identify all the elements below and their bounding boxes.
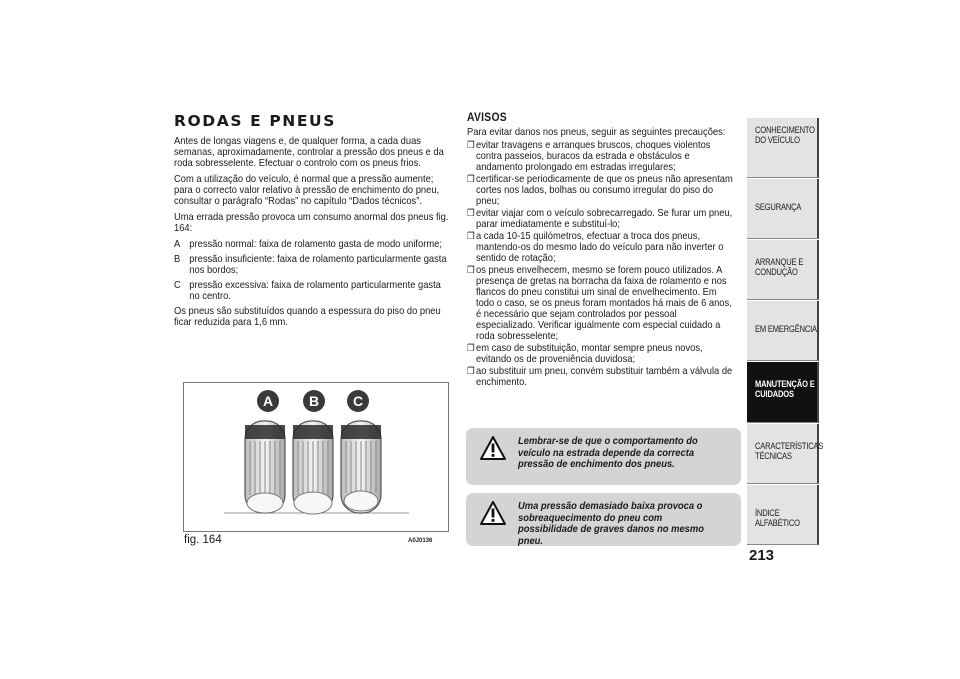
list-item-text: evitar travagens e arranques bruscos, choques violentos contra passeios, buracos da estrada e obstáculos e andamento prolongado em estradas irregulares; <box>476 140 711 173</box>
warning-text: Lembrar-se de que o comportamento do veículo na estrada depende da correcta pressão de enchimento dos pneus. <box>518 436 698 470</box>
list-item <box>174 254 449 276</box>
list-item-text: em caso de substituição, montar sempre pneus novos, evitando os de proveniência duvidosa; <box>476 343 703 365</box>
tab-label: SEGURANÇA <box>755 202 802 212</box>
tyre-c <box>341 390 381 513</box>
tab-label: CARACTERÍSTICAS TÉCNICAS <box>755 441 824 461</box>
list-item-text: evitar viajar com o veículo sobrecarregado. Se furar um pneu, parar imediatamente e substituí-lo; <box>476 208 733 230</box>
tab-arranque-e-conducao[interactable] <box>747 240 819 300</box>
checkbox-icon: ❒ <box>467 343 475 354</box>
paragraph-intro: Antes de longas viagens e, de qualquer forma, a cada duas semanas, aproximadamente, controlar a pressão dos pneus e da roda sobresselente. Efectuar o controlo com os pneus frios. <box>174 136 444 169</box>
tab-caracteristicas-tecnicas[interactable] <box>747 424 824 484</box>
tyre-a <box>245 390 285 513</box>
list-item <box>467 366 737 388</box>
list-item-key: B <box>174 254 181 265</box>
tab-seguranca[interactable] <box>747 179 819 239</box>
badge-b-label: B <box>308 393 320 409</box>
list-item-text: pressão normal: faixa de rolamento gasta de modo uniforme; <box>189 239 442 250</box>
avisos-body <box>467 127 737 388</box>
tab-label: EM EMERGÊNCIA <box>755 324 817 334</box>
warning-box <box>466 493 741 546</box>
warning-triangle-icon <box>480 436 506 460</box>
tab-label: MANUTENÇÃO E CUIDADOS <box>755 379 815 399</box>
list-item <box>174 280 449 302</box>
tab-label: ÍNDICE ALFABÉTICO <box>755 508 800 528</box>
list-item <box>467 343 737 365</box>
list-item <box>467 265 737 342</box>
tab-indice-alfabetico[interactable] <box>747 485 819 545</box>
avisos-list <box>467 140 737 388</box>
avisos-heading: AVISOS <box>467 112 507 124</box>
list-item <box>467 140 737 173</box>
checkbox-icon: ❒ <box>467 265 475 276</box>
tab-conhecimento-do-veiculo[interactable] <box>747 118 819 178</box>
page-number: 213 <box>749 547 775 564</box>
list-item-text: certificar-se periodicamente de que os pneus não apresentam cortes nos lados, bolhas ou consumo irregular do piso do pneu; <box>476 174 733 207</box>
warning-text: Uma pressão demasiado baixa provoca o sobreaquecimento do pneu com possibilidade de graves danos no mesmo pneu. <box>518 501 704 547</box>
paragraph-pressure: Com a utilização do veículo, é normal que a pressão aumente; para o correcto valor relativo à pressão de enchimento do pneu, consultar o parágrafo “Rodas” no capítulo “Dados técnicos”. <box>174 174 440 207</box>
list-item <box>467 231 737 264</box>
tyre-illustration <box>184 383 448 531</box>
warning-triangle-icon <box>480 501 506 525</box>
badge-c-label: C <box>352 393 364 409</box>
right-column <box>467 112 741 389</box>
pressure-list <box>174 239 449 302</box>
checkbox-icon: ❒ <box>467 366 475 377</box>
checkbox-icon: ❒ <box>467 231 475 242</box>
list-item-text: pressão insuficiente: faixa de rolamento particularmente gasta nos bordos; <box>189 254 447 276</box>
tab-em-emergencia[interactable] <box>747 301 819 361</box>
tab-label: CONHECIMENTO DO VEÍCULO <box>755 125 815 145</box>
list-item-key: A <box>174 239 181 250</box>
paragraph-replacement: Os pneus são substituídos quando a espessura do piso do pneu ficar reduzida para 1,6 mm. <box>174 306 441 328</box>
list-item-text: pressão excessiva: faixa de rolamento particularmente gasta no centro. <box>189 280 441 302</box>
list-item-key: C <box>174 280 181 291</box>
list-item-text: ao substituir um pneu, convém substituir também a válvula de enchimento. <box>476 366 733 388</box>
avisos-intro: Para evitar danos nos pneus, seguir as seguintes precauções: <box>467 127 726 138</box>
list-item <box>467 208 737 230</box>
list-item-text: a cada 10-15 quilómetros, efectuar a troca dos pneus, mantendo-os do mesmo lado do veículo para não inverter o sentido de rotação; <box>476 231 724 264</box>
checkbox-icon: ❒ <box>467 140 475 151</box>
warning-box <box>466 428 741 485</box>
tab-manutencao-e-cuidados[interactable] <box>747 362 819 423</box>
left-body <box>174 136 449 328</box>
section-title: RODAS E PNEUS <box>174 112 336 130</box>
checkbox-icon: ❒ <box>467 174 475 185</box>
paragraph-wrong-pressure: Uma errada pressão provoca um consumo anormal dos pneus fig. 164: <box>174 212 449 234</box>
list-item-text: os pneus envelhecem, mesmo se forem pouco utilizados. A presença de gretas na borracha da faixa de rolamento e nos flancos do pneu constitui um sinal de envelhecimento. Em todo o caso, se os pneus foram montados há mais de 6 anos, é necessário que sejam controlados por pessoal especializado. Verificar igualmente com especial cuidado a roda sobresselente; <box>476 265 732 342</box>
tab-label: ARRANQUE E CONDUÇÃO <box>755 257 804 277</box>
figure-code: A0J0136 <box>408 538 433 544</box>
tyre-wear-figure <box>183 382 449 532</box>
list-item <box>467 174 737 207</box>
left-column <box>174 112 450 333</box>
badge-a-label: A <box>262 393 274 409</box>
tyre-b <box>293 390 333 514</box>
figure-caption: fig. 164 <box>184 534 222 546</box>
list-item <box>174 239 449 250</box>
checkbox-icon: ❒ <box>467 208 475 219</box>
